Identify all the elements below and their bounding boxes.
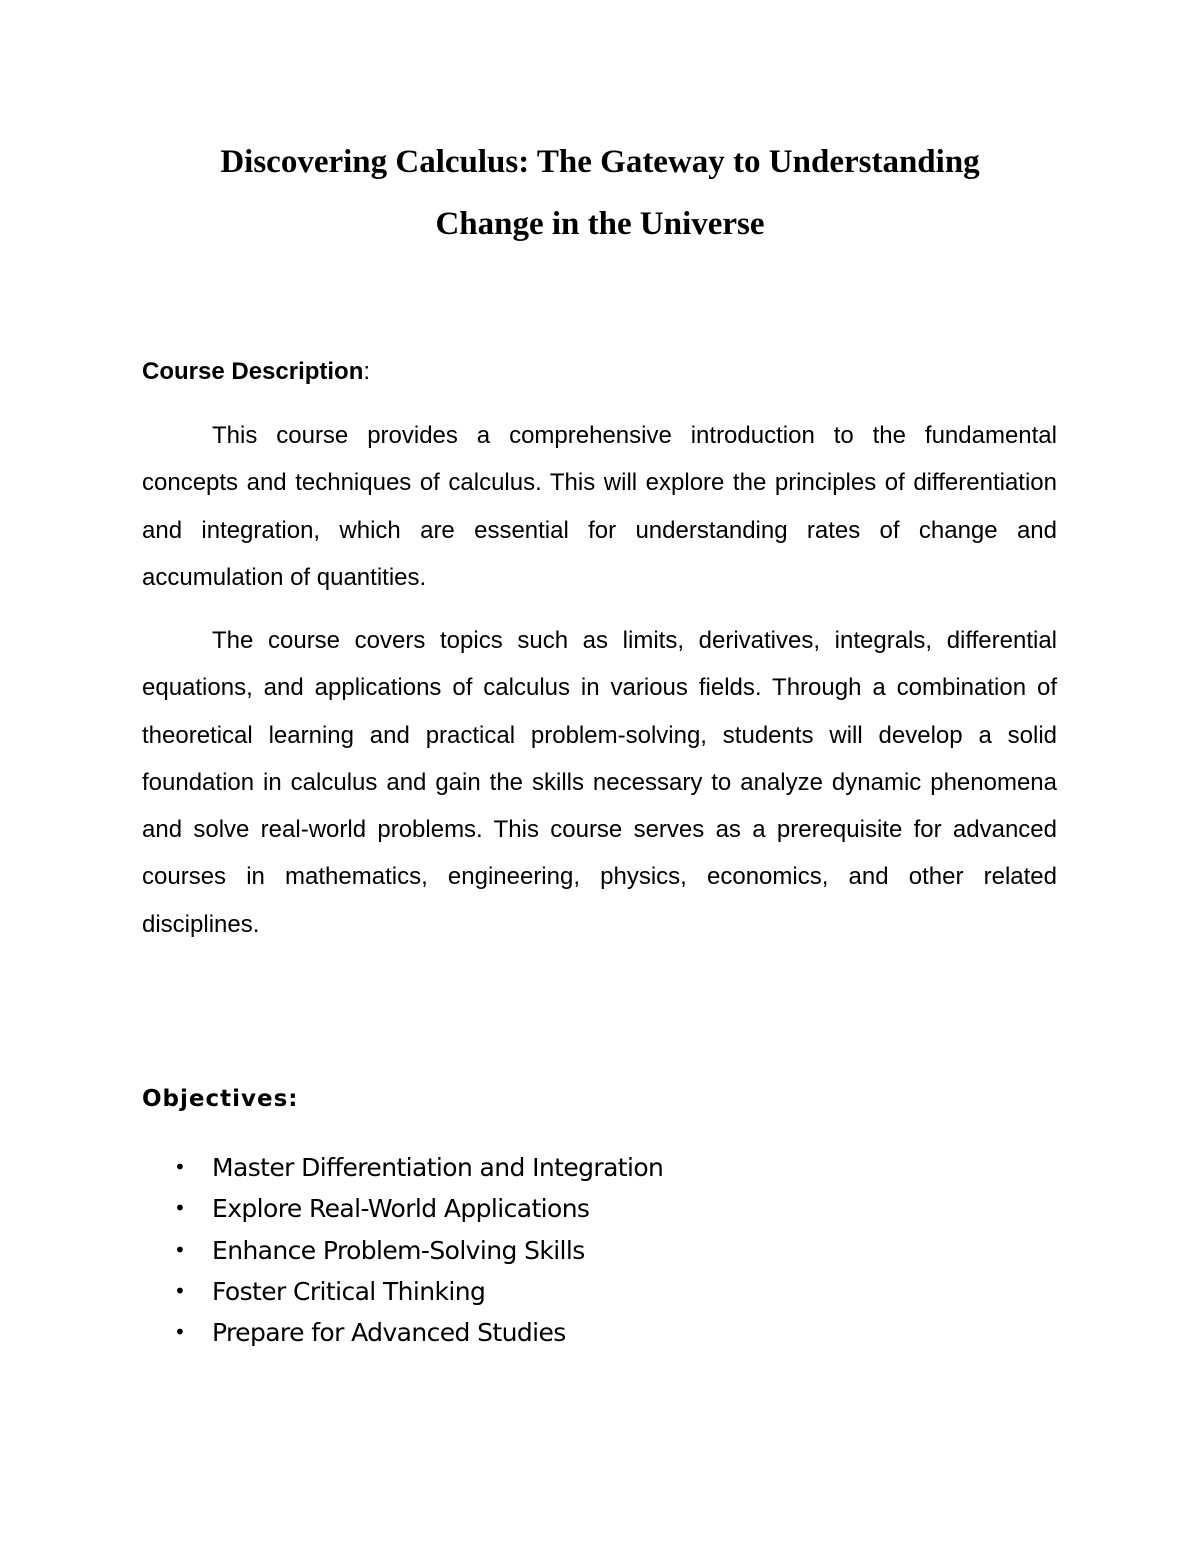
bullet-icon: •	[174, 1237, 186, 1262]
objective-item-text: Foster Critical Thinking	[212, 1276, 486, 1306]
objective-item-text: Enhance Problem-Solving Skills	[212, 1235, 585, 1265]
objective-item	[172, 1230, 663, 1271]
objective-item	[172, 1147, 663, 1188]
objective-item-text: Prepare for Advanced Studies	[212, 1318, 566, 1348]
bullet-icon: •	[174, 1155, 186, 1179]
objectives-heading: Objectives:	[142, 1086, 299, 1112]
course-description-heading	[142, 356, 370, 388]
course-description-paragraph-1: This course provides a comprehensive introduction to the fundamental concepts and techniques of calculus. This will explore the principles of differentiation and integration, which are essential for understanding rates of change and accumulation of quantities.	[142, 422, 1057, 591]
course-description-heading-label: Course Description	[142, 358, 364, 385]
objectives-list	[172, 1147, 663, 1353]
document-title-line-1: Discovering Calculus: The Gateway to Understanding	[220, 144, 980, 180]
objective-item	[172, 1312, 663, 1353]
document-title-line-2: Change in the Universe	[435, 206, 765, 242]
course-description-heading-colon: :	[363, 358, 371, 385]
bullet-icon: •	[174, 1278, 186, 1303]
bullet-icon: •	[174, 1196, 186, 1221]
bullet-icon: •	[174, 1320, 186, 1345]
objective-item	[172, 1188, 663, 1229]
objective-item-text: Explore Real-World Applications	[212, 1194, 590, 1224]
objective-item-text: Master Differentiation and Integration	[212, 1153, 664, 1182]
course-description-paragraph-2: The course covers topics such as limits, derivatives, integrals, differential equations, and applications of calculus in various fields. Through a combination of theoretical learning and practical problem-solving, students will develop a solid foundation in calculus and gain the skills necessary to analyze dynamic phenomena and solve real-world problems. This course serves as a prerequisite for advanced courses in mathematics, engineering, physics, economics, and other related disciplines.	[142, 627, 1057, 938]
objective-item	[172, 1271, 663, 1312]
